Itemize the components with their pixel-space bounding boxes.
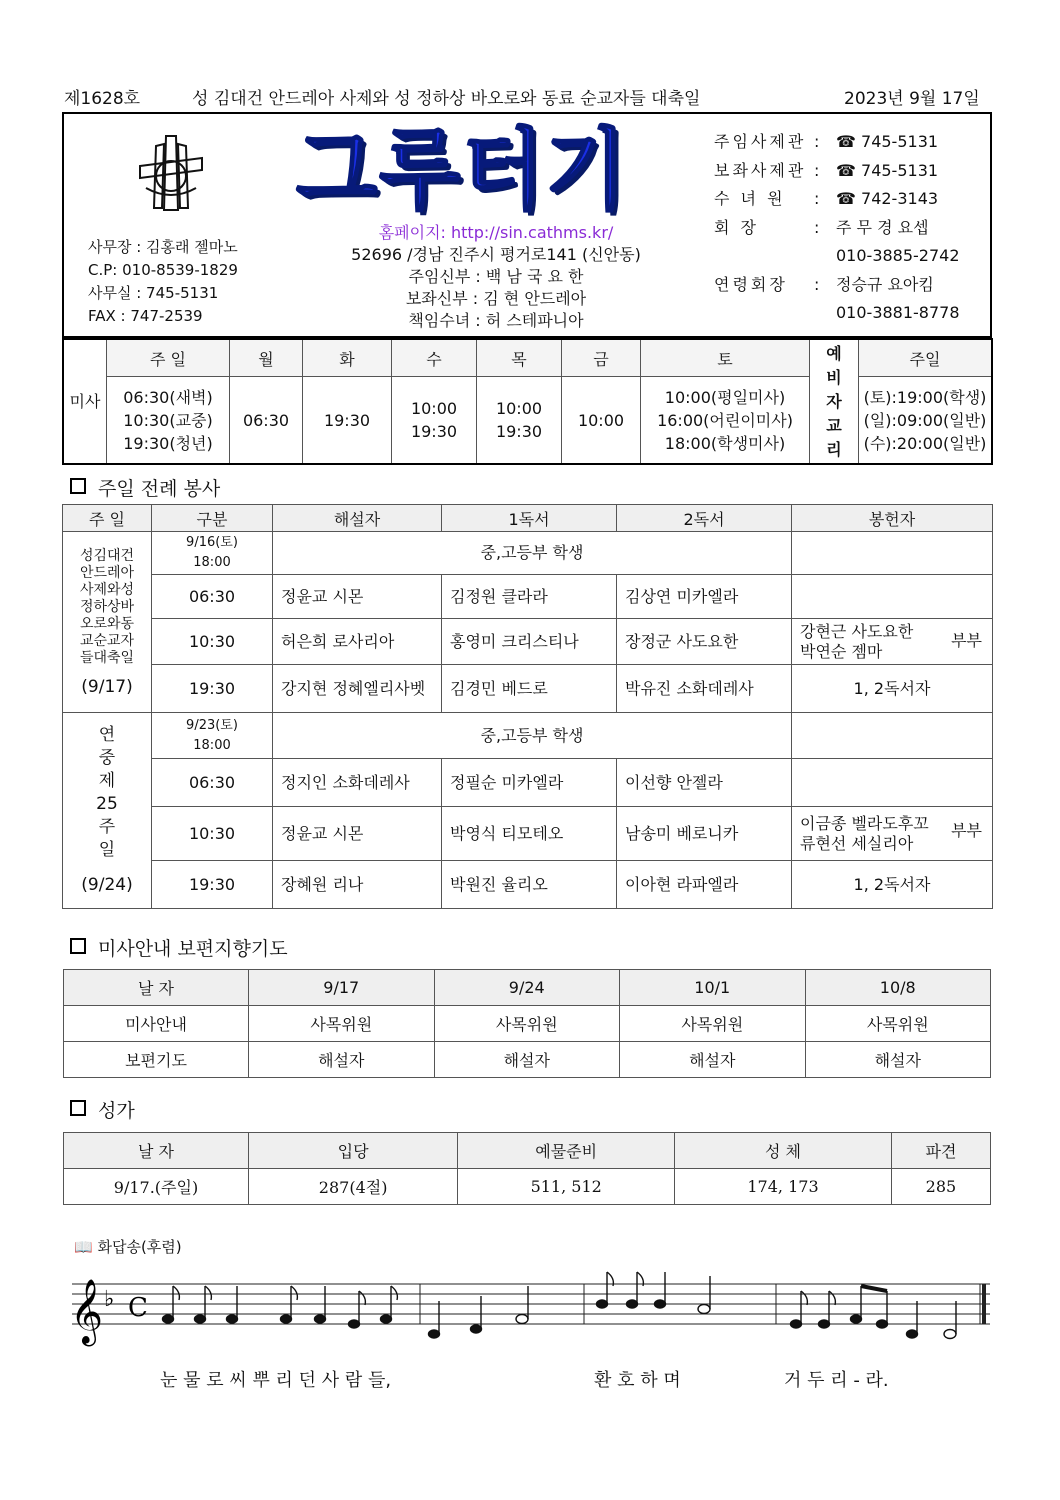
col-tue: 화	[303, 339, 392, 377]
lyrics-part1: 눈 물 로 씨 뿌 리 던 사 람 들,	[160, 1370, 392, 1391]
col-commentator: 해설자	[273, 505, 442, 532]
pastor: 주임신부 : 백 남 국 요 한	[408, 267, 584, 286]
issue-date: 2023년 9월 17일	[844, 89, 980, 109]
contact-row: 연령회장 : 정승규 요아킴	[714, 274, 934, 294]
checkbox-icon	[70, 938, 86, 954]
table-row: 19:30 장혜원 리나 박원진 율리오 이아현 라파엘라 1, 2독서자	[63, 861, 993, 909]
newsletter-title: 그루터기	[296, 118, 629, 222]
table-row: 9/17.(주일) 287(4절) 511, 512 174, 173 285	[64, 1169, 991, 1205]
week2-student: 중,고등부 학생	[273, 713, 792, 759]
table-row: 10:30 정윤교 시몬 박영식 티모테오 남송미 베로니카 이금종 벨라도후꼬 류현선 세실리아 부부	[63, 807, 993, 861]
col-thu: 목	[477, 339, 562, 377]
address: 52696 /경남 진주시 평거로141 (신안동)	[351, 245, 641, 264]
lyrics-part3: 거 두 리 - 라.	[784, 1370, 889, 1391]
col-day: 주 일	[63, 505, 152, 532]
office-fax: FAX : 747-2539	[88, 307, 203, 325]
svg-text:♭: ♭	[104, 1287, 115, 1312]
hymns-table	[63, 1132, 991, 1205]
checkbox-icon	[70, 1100, 86, 1116]
assistant-priest: 보좌신부 : 김 현 안드레아	[405, 289, 587, 308]
liturgy-service-table	[62, 504, 993, 909]
contact-row: 보좌사제관 : ☎ 745-5131	[714, 160, 939, 180]
table-row: 미사안내 사목위원 사목위원 사목위원 사목위원	[64, 1006, 991, 1042]
catechumen-label: 예 비 자 교 리	[810, 339, 859, 464]
issue-number: 제1628호	[64, 89, 141, 109]
svg-text:C: C	[128, 1293, 148, 1323]
sister-in-charge: 책임수녀 : 허 스테파니아	[408, 311, 584, 330]
col-reader2: 2독서	[617, 505, 792, 532]
office-manager: 사무장 : 김홍래 젤마노	[88, 238, 238, 256]
col-wed: 수	[392, 339, 477, 377]
lyrics-part2: 환 호 하 며	[594, 1370, 681, 1391]
col-mon: 월	[230, 339, 303, 377]
notes	[163, 1272, 957, 1339]
table-row: 보편기도 해설자 해설자 해설자 해설자	[64, 1042, 991, 1078]
homepage-link[interactable]: 홈페이지: http://sin.cathms.kr/	[378, 223, 614, 242]
col-reader1: 1독서	[442, 505, 617, 532]
mass-side-label: 미사	[63, 339, 107, 464]
catechumen-times: (토):19:00(학생) (일):09:00(일반) (수):20:00(일반)	[859, 377, 993, 465]
office-phone: 사무실 : 745-5131	[88, 284, 219, 302]
week2-saturday: 9/23(토) 18:00	[152, 713, 273, 759]
parish-logo-icon	[126, 128, 216, 218]
wednesday-times: 10:00 19:30	[392, 377, 477, 465]
week1-saturday: 9/16(토) 18:00	[152, 532, 273, 575]
sunday-times: 06:30(새벽) 10:30(교중) 19:30(청년)	[107, 377, 230, 465]
contact-row: 수 녀 원 : ☎ 742-3143	[714, 189, 939, 208]
treble-clef-icon: 𝄞	[70, 1279, 104, 1344]
checkbox-icon	[70, 478, 86, 494]
contact-row: 회 장 : 주 무 경 요셉	[714, 217, 929, 237]
table-row: 날 자 입당 예물준비 성 체 파견	[64, 1133, 991, 1169]
friday-time: 10:00	[562, 377, 641, 465]
section-title-guide: 미사안내 보편지향기도	[70, 934, 288, 961]
office-cellphone: C.P: 010-8539-1829	[88, 261, 238, 279]
mass-guide-table	[63, 969, 991, 1078]
col-sunday: 주 일	[107, 339, 230, 377]
section-title-hymns: 성가	[70, 1096, 135, 1123]
monday-time: 06:30	[230, 377, 303, 465]
contacts	[714, 128, 960, 328]
col-type: 구분	[152, 505, 273, 532]
office-info	[88, 236, 238, 328]
col-sat: 토	[641, 339, 810, 377]
contact-row: 주임사제관 : ☎ 745-5131	[714, 132, 939, 151]
federation-phone: 010-3881-8778	[836, 303, 960, 322]
col-offerer: 봉헌자	[792, 505, 993, 532]
feast-title: 성 김대건 안드레아 사제와 성 정하상 바오로와 동료 순교자들 대축일	[192, 89, 701, 109]
parish-info	[316, 222, 676, 332]
book-icon: 📖	[74, 1238, 93, 1256]
president-phone: 010-3885-2742	[836, 246, 960, 265]
table-row: 06:30 정윤교 시몬 김정원 클라라 김상연 미카엘라	[63, 575, 993, 619]
col-catechumen-sunday: 주일	[859, 339, 993, 377]
mass-schedule-table	[62, 338, 993, 465]
table-row: 06:30 정지인 소화데레사 정필순 미카엘라 이선향 안젤라	[63, 759, 993, 807]
thursday-times: 10:00 19:30	[477, 377, 562, 465]
table-row: 날 자 9/17 9/24 10/1 10/8	[64, 970, 991, 1006]
week2-day: 연 중 제 25 주 일 (9/24)	[63, 713, 152, 909]
tuesday-time: 19:30	[303, 377, 392, 465]
week1-day: 성김대건 안드레아 사제와성 정하상바 오로와동 교순교자 들대축일 (9/17)	[63, 532, 152, 713]
col-fri: 금	[562, 339, 641, 377]
table-row: 19:30 강지현 정혜엘리사벳 김경민 베드로 박유진 소화데레사 1, 2독서자	[63, 665, 993, 713]
psalm-label: 📖 화답송(후렴)	[74, 1238, 182, 1256]
music-staff	[64, 1270, 994, 1362]
saturday-times: 10:00(평일미사) 16:00(어린이미사) 18:00(학생미사)	[641, 377, 810, 465]
section-title-service: 주일 전례 봉사	[70, 474, 220, 501]
table-row: 10:30 허은희 로사리아 홍영미 크리스티나 장정군 사도요한 강현근 사도요한 박연순 젬마 부부	[63, 619, 993, 665]
week1-student: 중,고등부 학생	[273, 532, 792, 575]
